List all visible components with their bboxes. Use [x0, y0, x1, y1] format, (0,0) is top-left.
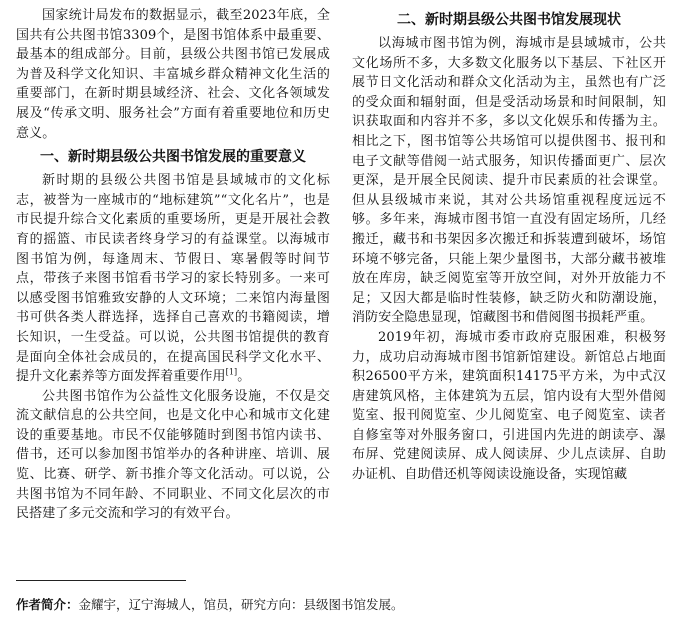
citation-ref[interactable]: [1]: [225, 367, 238, 377]
section-2-paragraph-1: 以海城市图书馆为例，海城市是县域城市，公共文化场所不多，大多数文化服务以下基层、下社区开展节日文化活动和群众文化活动为主，虽然也有广泛的受众面和辐射面，但是受活动场景和时间限制，知识获取面和内容并不多，多以文化娱乐和传播为主。相比之下，图书馆等公共场馆可以提供图书、报刊和电子文献等借阅一站式服务，知识传播面更广、层次更深，是开展全民阅读、提升市民素质的社会课堂。但从县级城市来说，其对公共场馆重视程度远远不够。多年来，海城市图书馆一直没有固定场所，几经搬迁，藏书和书架因多次搬迁和拆装遭到破坏，场馆环境不够完备，只能上架少量图书，大部分藏书被堆放在库房，缺乏阅览室等开放空间，对外开放能力不足；又因大都是临时性装修，缺乏防火和防潮设施，消防安全隐患显现，馆藏图书和借阅图书损耗严重。: [352, 36, 666, 326]
author-footnote-label: 作者简介：: [16, 597, 79, 612]
author-footnote-text: 金耀宇，辽宁海城人，馆员，研究方向：县级图书馆发展。: [78, 597, 404, 612]
footnote-divider: [16, 580, 186, 581]
right-column: [352, 6, 666, 485]
intro-paragraph: 国家统计局发布的数据显示，截至2023年底，全国共有公共图书馆3309个，是图书馆体系中最重要、最基本的组成部分。目前，县级公共图书馆已发展成为普及科学文化知识、丰富城乡群众精神文化生活的重要部门，在新时期县域经济、社会、文化各领域发展及“传承文明、服务社会”方面有着重要地位和历史意义。: [16, 8, 330, 141]
section-1-paragraph-1-end: 。: [237, 369, 251, 385]
section-1-paragraph-2: 公共图书馆作为公益性文化服务设施，不仅是交流文献信息的公共空间，也是文化中心和城市文化建设的重要基地。市民不仅能够随时到图书馆内读书、借书，还可以参加图书馆举办的各种讲座、培训、展览、比赛、研学、新书推介等文化活动。可以说，公共图书馆为不同年龄、不同职业、不同文化层次的市民搭建了多元交流和学习的有效平台。: [16, 388, 330, 522]
left-column: [16, 6, 330, 524]
section-2-heading: 二、新时期县级公共图书馆发展现状: [397, 12, 621, 28]
section-1-paragraph-1: [16, 171, 330, 387]
section-1-paragraph-1-text: 新时期的县级公共图书馆是县域城市的文化标志，被誉为一座城市的“地标建筑”“文化名片”，也是市民提升综合文化素质的重要场所，更是开展社会教育的摇篮、市民读者终身学习的有益课堂。以海城市图书馆为例，每逢周末、节假日、寒暑假等时间节点，带孩子来图书馆看书学习的家长特别多。一来可以感受图书馆雅致安静的人文环境；二来馆内海量图书可供各类人群选择，选择自己喜欢的书籍阅读，增长知识，一生受益。可以说，公共图书馆提供的教育是面向全体社会成员的，在提高国民科学文化水平、提升文化素养等方面发挥着重要作用: [16, 173, 330, 385]
section-1-heading: 一、新时期县级公共图书馆发展的重要意义: [40, 149, 306, 166]
section-2-paragraph-2: 2019年初，海城市委市政府克服困难，积极努力，成功启动海城市图书馆新馆建设。新馆总占地面积26500平方米，建筑面积14175平方米，为中式汉唐建筑风格，主体建筑为五层，馆内设有大型外借阅览室、报刊阅览室、少儿阅览室、电子阅览室、读者自修室等对外服务窗口，引进国内先进的朗读亭、瀑布屏、党建阅读屏、成人阅读屏、少儿点读屏、自助办证机、自助借还机等阅读设施设备，实现馆藏: [352, 329, 666, 483]
author-footnote: [16, 596, 404, 614]
